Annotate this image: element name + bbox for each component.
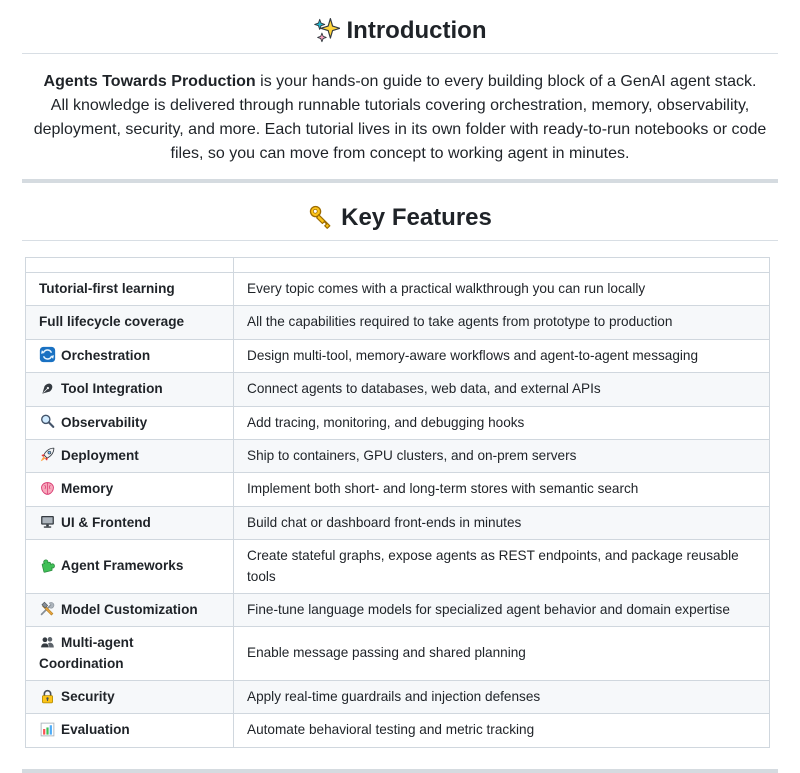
feature-description: Ship to containers, GPU clusters, and on-prem servers: [234, 439, 770, 472]
table-header-cell-description: [234, 258, 770, 273]
intro-lead-bold: Agents Towards Production: [43, 73, 256, 90]
feature-name: UI & Frontend: [61, 514, 151, 530]
table-row: [26, 593, 770, 626]
feature-name: Multi-agent Coordination: [39, 635, 134, 671]
section-divider: [22, 769, 778, 773]
table-row: [26, 406, 770, 439]
intro-lead-rest: is your hands-on guide to every building block of a GenAI agent stack.: [255, 73, 757, 90]
table-header-row: [26, 258, 770, 273]
table-row: [26, 339, 770, 372]
table-row: [26, 627, 770, 681]
key-features-heading-text: Key Features: [341, 204, 492, 231]
feature-description: Every topic comes with a practical walkthrough you can run locally: [234, 273, 770, 306]
feature-description: Add tracing, monitoring, and debugging hooks: [234, 406, 770, 439]
feature-name: Memory: [61, 481, 114, 497]
feature-name: Model Customization: [61, 601, 198, 617]
feature-description: Automate behavioral testing and metric tracking: [234, 714, 770, 747]
intro-paragraph: [22, 70, 778, 166]
table-row: [26, 540, 770, 594]
feature-name: Agent Frameworks: [61, 558, 184, 574]
feature-description: Connect agents to databases, web data, and external APIs: [234, 373, 770, 406]
intro-heading: [22, 16, 778, 54]
table-row: [26, 714, 770, 747]
feature-name: Evaluation: [61, 722, 130, 738]
table-row: [26, 681, 770, 714]
sparkles-icon: [314, 17, 340, 43]
feature-description: Build chat or dashboard front-ends in minutes: [234, 506, 770, 539]
key-features-heading: [22, 203, 778, 241]
memory-icon: [39, 480, 56, 497]
feature-description: Implement both short- and long-term stores with semantic search: [234, 473, 770, 506]
feature-name: Orchestration: [61, 347, 151, 363]
feature-description: All the capabilities required to take agents from prototype to production: [234, 306, 770, 339]
evaluation-icon: [39, 721, 56, 738]
ui-frontend-icon: [39, 513, 56, 530]
table-row: [26, 439, 770, 472]
feature-description: Create stateful graphs, expose agents as REST endpoints, and package reusable tools: [234, 540, 770, 594]
table-row: [26, 273, 770, 306]
feature-name: Deployment: [61, 447, 139, 463]
security-icon: [39, 688, 56, 705]
feature-name: Security: [61, 689, 115, 705]
model-customization-icon: [39, 600, 56, 617]
feature-name: Tool Integration: [61, 381, 163, 397]
feature-name: Observability: [61, 414, 148, 430]
feature-description: Fine-tune language models for specialized agent behavior and domain expertise: [234, 593, 770, 626]
key-features-table: [25, 257, 770, 748]
table-header-cell-feature: [26, 258, 234, 273]
intro-body-text: All knowledge is delivered through runnable tutorials covering orchestration, memory, observability, deployment, security, and more. Each tutorial lives in its own folder with ready-to-run notebooks or code files, so you can move from concept to working agent in minutes.: [33, 97, 767, 162]
multi-agent-icon: [39, 634, 56, 651]
feature-name: Tutorial-first learning: [26, 273, 234, 306]
tool-integration-icon: [39, 380, 56, 397]
section-divider: [22, 179, 778, 183]
observability-icon: [39, 413, 56, 430]
table-row: [26, 506, 770, 539]
feature-name: Full lifecycle coverage: [26, 306, 234, 339]
agent-frameworks-icon: [39, 557, 56, 574]
orchestration-icon: [39, 346, 56, 363]
feature-description: Enable message passing and shared planning: [234, 627, 770, 681]
key-icon: [308, 204, 334, 230]
feature-description: Design multi-tool, memory-aware workflows and agent-to-agent messaging: [234, 339, 770, 372]
table-row: [26, 306, 770, 339]
deployment-icon: [39, 446, 56, 463]
intro-heading-text: Introduction: [346, 17, 487, 44]
table-row: [26, 473, 770, 506]
table-row: [26, 373, 770, 406]
feature-description: Apply real-time guardrails and injection defenses: [234, 681, 770, 714]
